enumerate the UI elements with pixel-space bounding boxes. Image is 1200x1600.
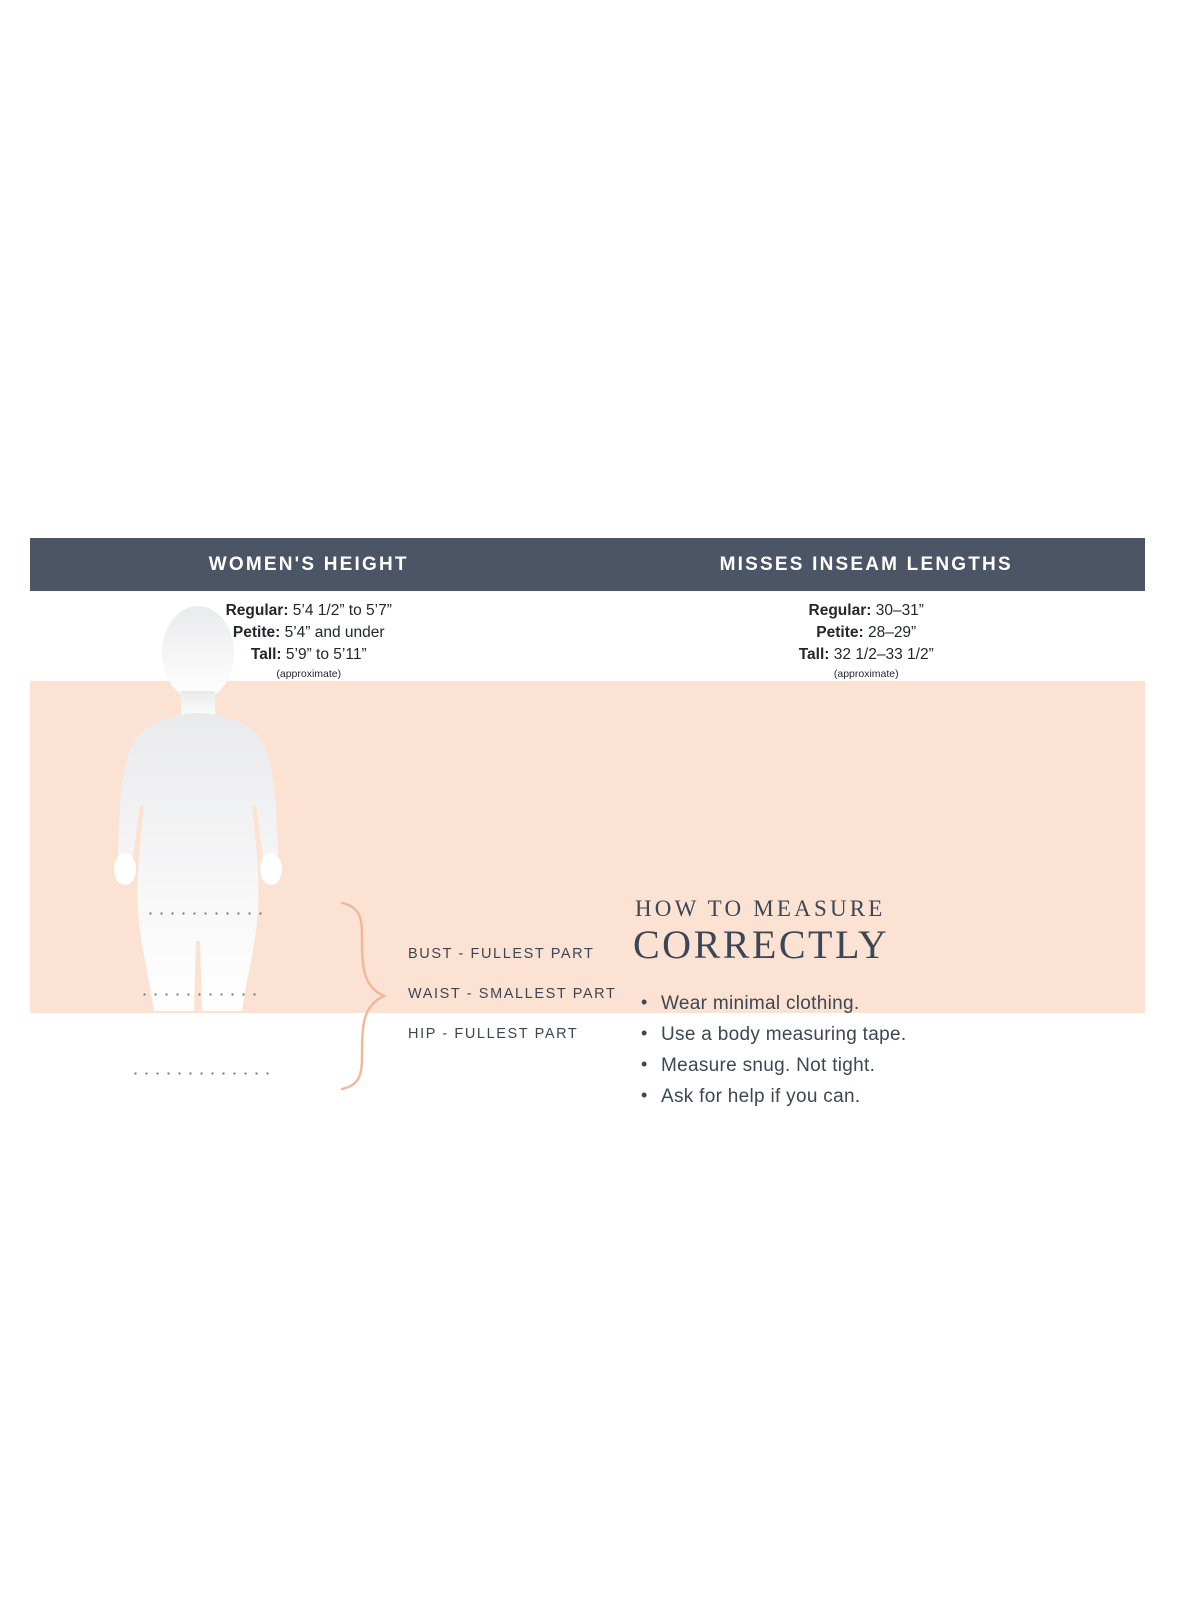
curly-brace-icon xyxy=(340,901,388,1091)
hip-measure-dotted-line xyxy=(130,1072,270,1075)
header-misses-inseam-lengths: MISSES INSEAM LENGTHS xyxy=(719,553,1013,575)
bust-measure-dotted-line xyxy=(145,912,262,915)
label-hip: HIP - FULLEST PART xyxy=(408,1026,579,1042)
inseam-tall-line xyxy=(588,644,1146,666)
how-to-measure-title: CORRECTLY xyxy=(633,922,890,967)
height-approximate-note: (approximate) xyxy=(276,668,342,680)
inseam-tall-value: 32 1/2–33 1/2” xyxy=(833,646,934,663)
tip-item: • Ask for help if you can. xyxy=(661,1081,1103,1112)
height-petite-value: 5’4” and under xyxy=(284,624,385,641)
inseam-tall-label: Tall: xyxy=(798,646,830,663)
tip-item: • Use a body measuring tape. xyxy=(661,1019,1103,1050)
label-bust: BUST - FULLEST PART xyxy=(408,946,595,962)
inseam-regular-label: Regular: xyxy=(808,602,872,619)
height-regular-label: Regular: xyxy=(225,602,289,619)
inseam-petite-label: Petite: xyxy=(816,624,864,641)
inseam-regular-line xyxy=(588,600,1146,622)
height-regular-value: 5’4 1/2” to 5’7” xyxy=(292,602,392,619)
inseam-approximate-note: (approximate) xyxy=(833,668,899,680)
header-womens-height: WOMEN'S HEIGHT xyxy=(208,553,409,575)
chart-header-bar xyxy=(30,538,1145,591)
measure-panel xyxy=(30,681,1145,1107)
tip-item: • Wear minimal clothing. xyxy=(661,988,1103,1019)
height-tall-value: 5’9” to 5’11” xyxy=(285,646,367,663)
height-tall-label: Tall: xyxy=(250,646,282,663)
inseam-petite-value: 28–29” xyxy=(867,624,917,641)
tip-item: • Measure snug. Not tight. xyxy=(661,1050,1103,1081)
waist-measure-dotted-line xyxy=(139,993,263,996)
label-waist: WAIST - SMALLEST PART xyxy=(408,986,617,1002)
how-to-measure-eyebrow: HOW TO MEASURE xyxy=(635,896,886,921)
height-petite-label: Petite: xyxy=(232,624,281,641)
inseam-petite-line xyxy=(588,622,1146,644)
how-to-measure-block xyxy=(633,896,1103,1112)
how-to-measure-tips xyxy=(633,988,1103,1112)
female-silhouette-icon xyxy=(78,591,318,1011)
size-chart xyxy=(30,538,1145,1107)
column-misses-inseam xyxy=(588,591,1146,681)
measure-label-list xyxy=(408,946,616,1066)
inseam-regular-value: 30–31” xyxy=(875,602,924,619)
